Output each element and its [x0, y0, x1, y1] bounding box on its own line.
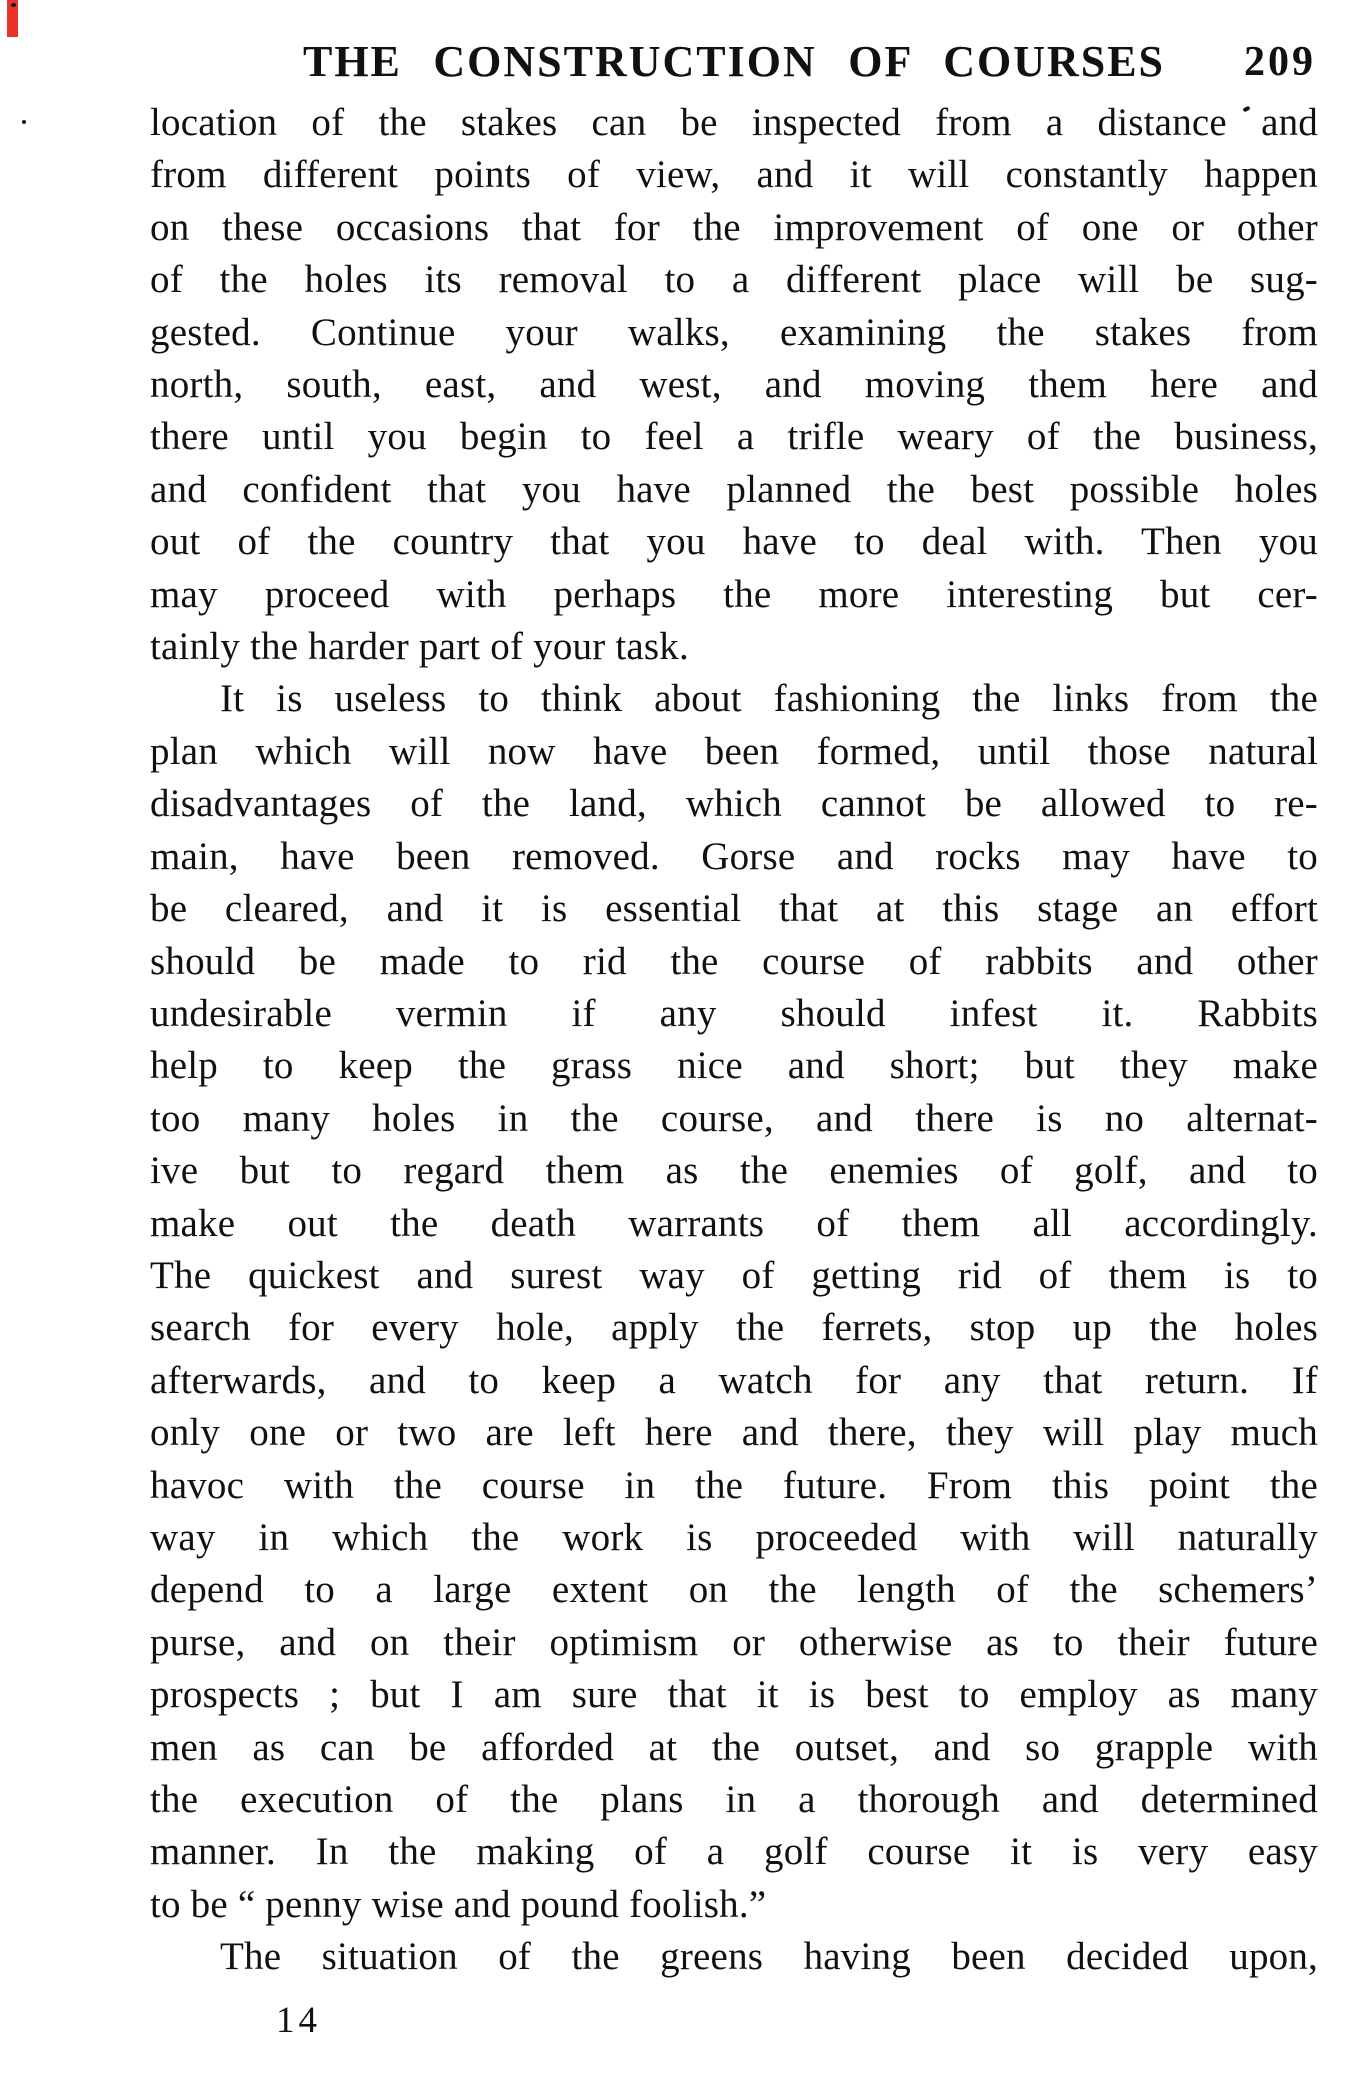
- text-line: disadvantages of the land, which cannot be allowed to re-: [150, 782, 1318, 826]
- text-line: to be “ penny wise and pound foolish.”: [150, 1882, 767, 1926]
- text-line: tainly the harder part of your task.: [150, 625, 689, 669]
- text-line: plan which will now have been formed, until those natural: [150, 729, 1318, 773]
- text-line: there until you begin to feel a trifle weary of the business,: [150, 415, 1318, 459]
- text-line: north, south, east, and west, and moving them here and: [150, 363, 1318, 407]
- page-number: 209: [1244, 39, 1316, 85]
- scan-speck: [22, 120, 26, 124]
- text-line: purse, and on their optimism or otherwise as to their future: [150, 1620, 1318, 1664]
- text-line: gested. Continue your walks, examining the stakes from: [150, 310, 1318, 354]
- text-line: It is useless to think about fashioning the links from the: [220, 677, 1318, 721]
- text-line: afterwards, and to keep a watch for any that return. If: [150, 1358, 1318, 1402]
- text-line: from different points of view, and it will constantly happen: [150, 153, 1318, 197]
- text-line: search for every hole, apply the ferrets, stop up the holes: [150, 1306, 1318, 1350]
- text-line: of the holes its removal to a different place will be sug-: [150, 258, 1318, 302]
- text-line: ive but to regard them as the enemies of golf, and to: [150, 1149, 1318, 1193]
- page-title: THE CONSTRUCTION OF COURSES: [302, 37, 1166, 86]
- text-line: way in which the work is proceeded with will naturally: [150, 1515, 1318, 1559]
- text-line: havoc with the course in the future. From this point the: [150, 1463, 1318, 1507]
- text-line: The quickest and surest way of getting rid of them is to: [150, 1253, 1318, 1297]
- text-line: men as can be afforded at the outset, and so grapple with: [150, 1725, 1318, 1769]
- text-line: out of the country that you have to deal with. Then you: [150, 520, 1318, 564]
- text-line: and confident that you have planned the best possible holes: [150, 467, 1318, 511]
- text-line: on these occasions that for the improvement of one or other: [150, 205, 1318, 249]
- text-line: should be made to rid the course of rabbits and other: [150, 939, 1318, 983]
- text-line: help to keep the grass nice and short; but they make: [150, 1044, 1318, 1088]
- text-line: manner. In the making of a golf course it is very easy: [150, 1830, 1318, 1874]
- text-line: too many holes in the course, and there is no alternat-: [150, 1096, 1318, 1140]
- body-text: [150, 97, 1318, 1984]
- scan-speck: [11, 3, 16, 7]
- signature-mark: 14: [276, 2000, 321, 2041]
- text-line: main, have been removed. Gorse and rocks may have to: [150, 834, 1318, 878]
- text-line: make out the death warrants of them all accordingly.: [150, 1201, 1318, 1245]
- text-line: The situation of the greens having been decided upon,: [220, 1935, 1318, 1979]
- text-line: depend to a large extent on the length of the schemers’: [150, 1568, 1318, 1612]
- text-line: the execution of the plans in a thorough and determined: [150, 1778, 1318, 1821]
- text-line: undesirable vermin if any should infest it. Rabbits: [150, 991, 1318, 1035]
- text-line: be cleared, and it is essential that at this stage an effort: [150, 887, 1318, 931]
- text-line: prospects ; but I am sure that it is best to employ as many: [150, 1673, 1318, 1717]
- running-header: [150, 38, 1318, 86]
- text-line: only one or two are left here and there, they will play much: [150, 1411, 1318, 1455]
- text-line: location of the stakes can be inspected from a distance and: [150, 101, 1318, 144]
- text-line: may proceed with perhaps the more interesting but cer-: [150, 572, 1318, 616]
